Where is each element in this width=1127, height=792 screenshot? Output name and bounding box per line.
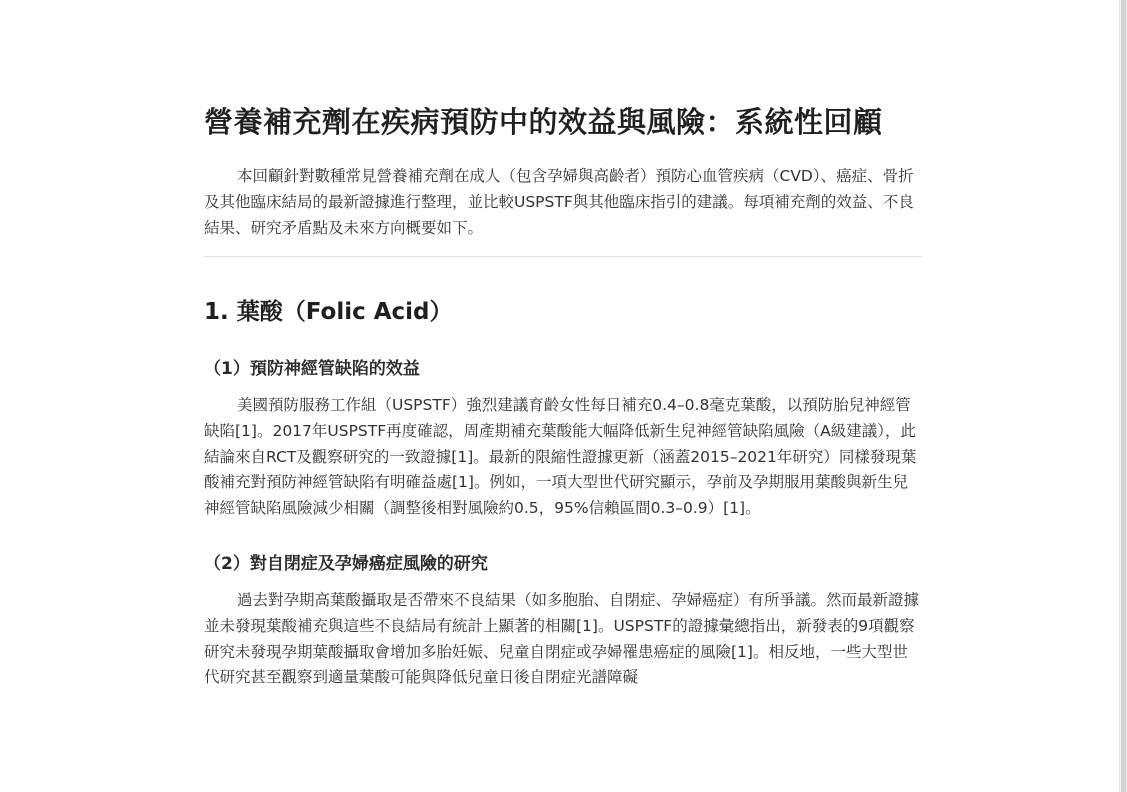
subsection-heading: （1）預防神經管缺陷的效益 <box>204 359 420 379</box>
subsection-heading: （2）對自閉症及孕婦癌症風險的研究 <box>204 553 488 574</box>
vertical-scrollbar[interactable] <box>1119 0 1127 792</box>
section-divider <box>204 256 922 257</box>
subsection-paragraph: 過去對孕期高葉酸攝取是否帶來不良結果（如多胞胎、自閉症、孕婦癌症）有所爭議。然而最新證據並未發現葉酸補充與這些不良結局有統計上顯著的相關[1]。USPSTF的證據彙總指出，新發表的9項觀察研究未發現孕期葉酸攝取會增加多胎妊娠、兒童自閉症或孕婦罹患癌症的風險[1]。相反地，一些大型世代研究甚至觀察到適量葉酸可能與降低兒童日後自閉症光譜障礙 <box>204 590 920 687</box>
subsection-paragraph: 美國預防服務工作組（USPSTF）強烈建議育齡女性每日補充0.4–0.8毫克葉酸，以預防胎兒神經管缺陷[1]。2017年USPSTF再度確認，周產期補充葉酸能大幅降低新生兒神經管缺陷風險（A級建議），此結論來自RCT及觀察研究的一致證據[1]。最新的限縮性證據更新（涵蓋2015–2021年研究）同樣發現葉酸補充對預防神經管缺陷有明確益處[1]。例如，一項大型世代研究顯示，孕前及孕期服用葉酸與新生兒神經管缺陷風險減少相關（調整後相對風險約0.5，95%信賴區間0.3–0.9）[1]。 <box>204 396 917 518</box>
document-title: 營養補充劑在疾病預防中的效益與風險：系統性回顧 <box>204 105 883 139</box>
intro-paragraph: 本回顧針對數種常見營養補充劑在成人（包含孕婦與高齡者）預防心血管疾病（CVD）、癌症、骨折及其他臨床結局的最新證據進行整理，並比較USPSTF與其他臨床指引的建議。每項補充劑的效益、不良結果、研究矛盾點及未來方向概要如下。 <box>204 167 914 237</box>
scrollbar-thumb[interactable] <box>1121 0 1126 792</box>
section-heading: 1. 葉酸（Folic Acid） <box>204 299 453 325</box>
document-content <box>204 102 922 691</box>
